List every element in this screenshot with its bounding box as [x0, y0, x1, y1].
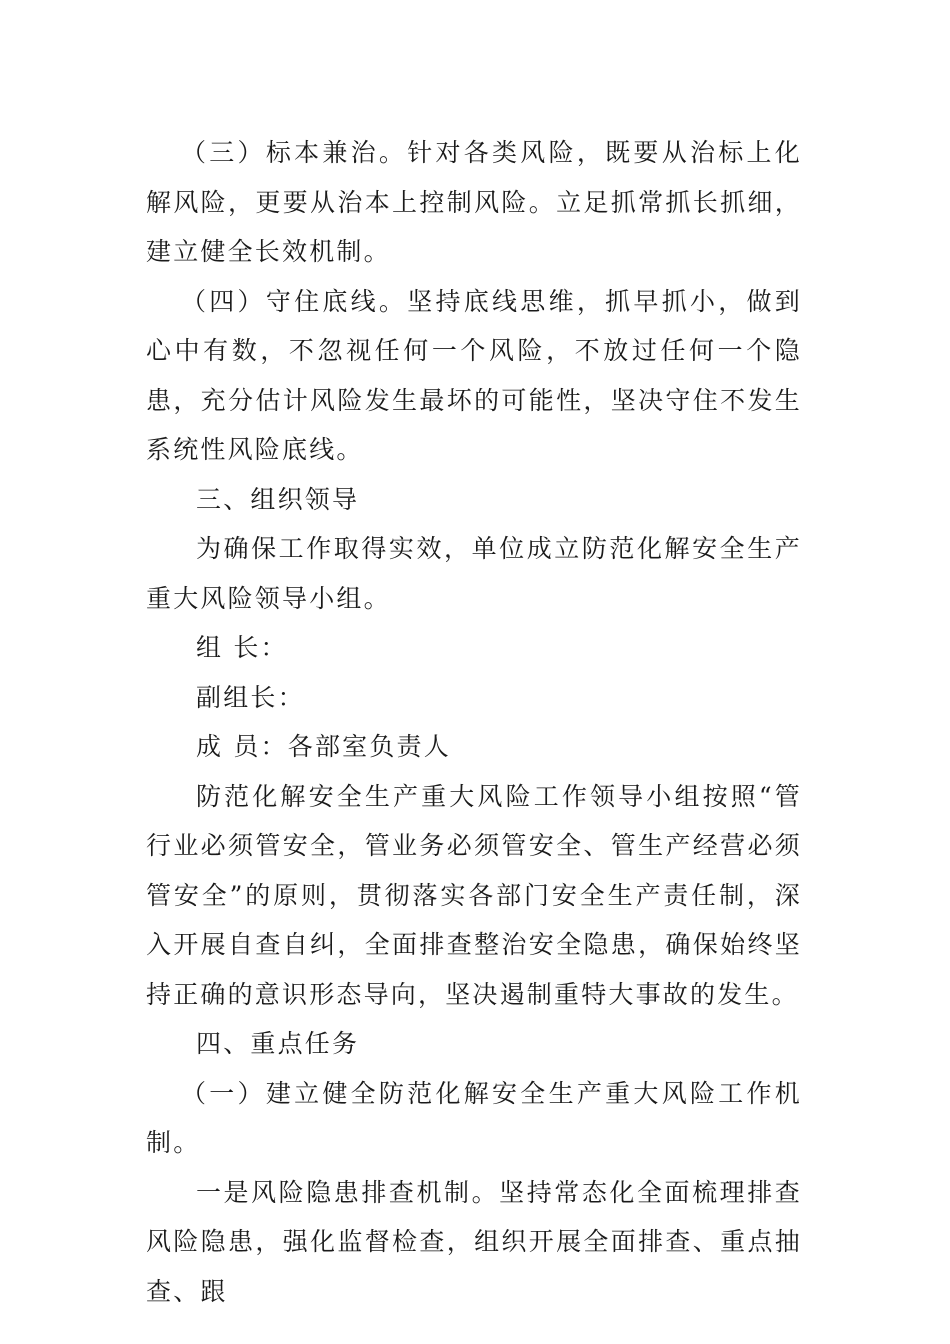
paragraph-members: 成 员：各部室负责人 [196, 732, 451, 761]
section-heading-key-tasks: 四、重点任务 [196, 1029, 360, 1058]
paragraph-group-duties: 防范化解安全生产重大风险工作领导小组按照“管行业必须管安全，管业务必须管安全、管生产经营必须管安全”的原则，贯彻落实各部门安全生产责任制，深入开展自查自纠，全面排查整治安全隐患，确保始终坚持正确的意识形态导向，坚决遏制重特大事故的发生。 [146, 781, 802, 1009]
document-body [146, 128, 802, 1316]
paragraph-deputy-leader: 副组长： [196, 682, 305, 712]
paragraph-biaoben-jianzhi: （三）标本兼治。针对各类风险，既要从治标上化解风险，更要从治本上控制风险。立足抓常抓长抓细，建立健全长效机制。 [146, 138, 802, 266]
paragraph-group-leader: 组 长： [196, 633, 288, 662]
paragraph-shouzhu-dixian: （四）守住底线。坚持底线思维，抓早抓小，做到心中有数，不忽视任何一个风险，不放过任何一个隐患，充分估计风险发生最坏的可能性，坚决守住不发生系统性风险底线。 [146, 286, 802, 464]
paragraph-task-mechanism: （一）建立健全防范化解安全生产重大风险工作机制。 [146, 1078, 802, 1157]
section-heading-organization: 三、组织领导 [196, 484, 360, 514]
paragraph-risk-screening: 一是风险隐患排查机制。坚持常态化全面梳理排查风险隐患，强化监督检查，组织开展全面排查、重点抽查、跟 [146, 1177, 802, 1306]
paragraph-leading-group: 为确保工作取得实效，单位成立防范化解安全生产重大风险领导小组。 [146, 534, 802, 613]
